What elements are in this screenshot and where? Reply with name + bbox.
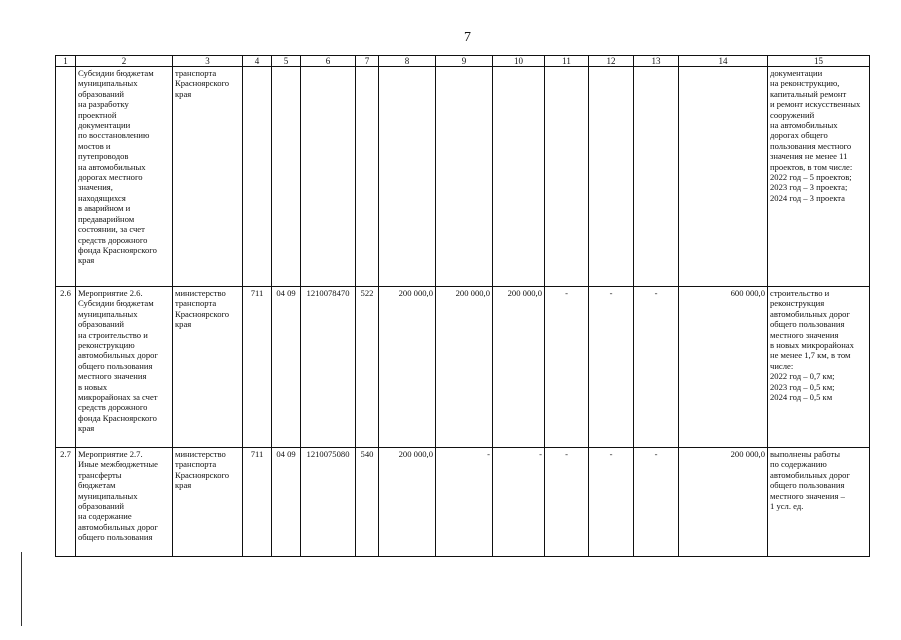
- cell-result-line: по содержанию: [770, 459, 827, 470]
- cell-activity-name-line: состоянии, за счет: [78, 224, 145, 235]
- cell-activity-name-line: средств дорожного: [78, 402, 148, 413]
- cell-activity-name-line: в новых: [78, 381, 108, 392]
- cell-executor-line: Красноярского: [175, 308, 230, 319]
- cell-2022: 200 000,0: [379, 448, 436, 557]
- cell-col12: -: [589, 287, 634, 448]
- cell-executor-line: транспорта: [175, 298, 217, 309]
- cell-2024: -: [493, 448, 545, 557]
- cell-2023: [436, 67, 493, 287]
- cell-result-line: автомобильных дорог: [770, 469, 850, 480]
- cell-activity-name-line: путепроводов: [78, 151, 129, 162]
- cell-activity-name-line: на автомобильных: [78, 161, 146, 172]
- header-cell: 3: [173, 56, 243, 67]
- cell-activity-name-line: общего пользования: [78, 532, 153, 543]
- cell-number: 2.7: [56, 448, 76, 557]
- cell-2024: [493, 67, 545, 287]
- cell-result-line: 2023 год – 3 проекта;: [770, 182, 848, 193]
- cell-activity-name-line: находящихся: [78, 192, 126, 203]
- cell-number: 2.6: [56, 287, 76, 448]
- cell-activity-name-line: автомобильных дорог: [78, 350, 158, 361]
- cell-activity-name-line: проектной: [78, 109, 117, 120]
- cell-result-line: 1 усл. ед.: [770, 501, 804, 512]
- cell-activity-name-line: Мероприятие 2.6.: [78, 288, 143, 298]
- cell-activity-name-line: края: [78, 255, 95, 266]
- cell-activity-name-line: бюджетам: [78, 480, 116, 491]
- table-row: [56, 67, 870, 287]
- cell-executor-line: Красноярского: [175, 469, 230, 480]
- cell-grbs: 711: [243, 448, 272, 557]
- cell-executor-line: министерство: [175, 449, 226, 459]
- cell-result-line: общего пользования: [770, 319, 845, 330]
- table-row: [56, 287, 870, 448]
- cell-activity-name-line: дорогах местного: [78, 172, 143, 183]
- cell-result-line: на реконструкцию,: [770, 78, 840, 89]
- cell-activity-name-line: Субсидии бюджетам: [78, 298, 154, 309]
- cell-2023: 200 000,0: [436, 287, 493, 448]
- cell-2022: 200 000,0: [379, 287, 436, 448]
- cell-executor-line: края: [175, 480, 192, 491]
- cell-result-line: документации: [770, 68, 823, 78]
- cell-activity-name-line: микрорайонах за счет: [78, 392, 158, 403]
- header-cell: 2: [76, 56, 173, 67]
- cell-activity-name-line: Мероприятие 2.7.: [78, 449, 143, 459]
- cell-result-line: 2024 год – 0,5 км: [770, 392, 833, 403]
- cell-result-line: дорогах общего: [770, 130, 828, 141]
- cell-result-line: местного значения: [770, 329, 839, 340]
- cell-executor-line: транспорта: [175, 459, 217, 470]
- cell-activity-name-line: фонда Красноярского: [78, 412, 157, 423]
- cell-col11: -: [545, 448, 589, 557]
- cell-activity-name-line: предаварийном: [78, 213, 135, 224]
- cell-result: [768, 67, 870, 287]
- cell-activity-name-line: образований: [78, 501, 124, 512]
- cell-col11: [545, 67, 589, 287]
- cell-activity-name-line: фонда Красноярского: [78, 244, 157, 255]
- cell-col13: -: [634, 448, 679, 557]
- header-cell: 4: [243, 56, 272, 67]
- cell-rzpr: [272, 67, 301, 287]
- cell-activity-name-line: трансферты: [78, 469, 122, 480]
- cell-result-line: общего пользования: [770, 480, 845, 491]
- cell-activity-name-line: образований: [78, 88, 124, 99]
- cell-result-line: на автомобильных: [770, 120, 838, 131]
- cell-result-line: реконструкция: [770, 298, 825, 309]
- header-cell: 1: [56, 56, 76, 67]
- cell-executor-line: Красноярского: [175, 78, 230, 89]
- cell-activity-name-line: местного значения: [78, 371, 147, 382]
- cell-executor: [173, 67, 243, 287]
- cell-2022: [379, 67, 436, 287]
- cell-total: [679, 67, 768, 287]
- cell-result-line: значения не менее 11: [770, 151, 848, 162]
- cell-result-line: 2024 год – 3 проекта: [770, 192, 845, 203]
- cell-result-line: не менее 1,7 км, в том: [770, 350, 851, 361]
- cell-executor: [173, 287, 243, 448]
- cell-activity-name: [76, 448, 173, 557]
- cell-csr: [301, 67, 356, 287]
- cell-result-line: проектов, в том числе:: [770, 161, 853, 172]
- cell-activity-name-line: по восстановлению: [78, 130, 150, 141]
- cell-result-line: 2022 год – 0,7 км;: [770, 371, 835, 382]
- cell-result-line: сооружений: [770, 109, 815, 120]
- cell-activity-name-line: на строительство и: [78, 329, 148, 340]
- header-cell: 11: [545, 56, 589, 67]
- cell-grbs: 711: [243, 287, 272, 448]
- cell-executor-line: транспорта: [175, 68, 217, 78]
- cell-activity-name-line: автомобильных дорог: [78, 521, 158, 532]
- cell-rzpr: 04 09: [272, 287, 301, 448]
- cell-number: [56, 67, 76, 287]
- cell-grbs: [243, 67, 272, 287]
- cell-activity-name-line: на разработку: [78, 99, 129, 110]
- cell-activity-name-line: мостов и: [78, 140, 111, 151]
- header-cell: 5: [272, 56, 301, 67]
- cell-executor-line: края: [175, 319, 192, 330]
- cell-result-line: пользования местного: [770, 140, 852, 151]
- cell-activity-name-line: образований: [78, 319, 124, 330]
- cell-activity-name-line: Субсидии бюджетам: [78, 68, 154, 78]
- cell-activity-name-line: на содержание: [78, 511, 132, 522]
- cell-total: 200 000,0: [679, 448, 768, 557]
- cell-activity-name-line: значения,: [78, 182, 113, 193]
- header-cell: 6: [301, 56, 356, 67]
- cell-vr: 540: [356, 448, 379, 557]
- cell-result: [768, 448, 870, 557]
- header-row: [56, 56, 870, 67]
- cell-result-line: капитальный ремонт: [770, 88, 847, 99]
- header-cell: 14: [679, 56, 768, 67]
- cell-activity-name-line: муниципальных: [78, 78, 138, 89]
- header-cell: 12: [589, 56, 634, 67]
- cell-activity-name-line: Иные межбюджетные: [78, 459, 158, 470]
- cell-rzpr: 04 09: [272, 448, 301, 557]
- cell-2024: 200 000,0: [493, 287, 545, 448]
- cell-2023: -: [436, 448, 493, 557]
- cell-result-line: 2022 год – 5 проектов;: [770, 172, 852, 183]
- cell-result-line: автомобильных дорог: [770, 308, 850, 319]
- cell-activity-name-line: реконструкцию: [78, 340, 135, 351]
- cell-activity-name: [76, 287, 173, 448]
- page-number: 7: [464, 30, 471, 45]
- cell-result-line: и ремонт искусственных: [770, 99, 861, 110]
- header-cell: 8: [379, 56, 436, 67]
- table-row: [56, 448, 870, 557]
- cell-result-line: выполнены работы: [770, 449, 841, 459]
- header-cell: 13: [634, 56, 679, 67]
- cell-csr: 1210075080: [301, 448, 356, 557]
- cell-executor: [173, 448, 243, 557]
- cell-total: 600 000,0: [679, 287, 768, 448]
- header-cell: 15: [768, 56, 870, 67]
- cell-result-line: в новых микрорайонах: [770, 340, 854, 351]
- cell-result: [768, 287, 870, 448]
- margin-line: [21, 552, 22, 626]
- cell-activity-name-line: в аварийном и: [78, 203, 131, 214]
- cell-activity-name: [76, 67, 173, 287]
- cell-vr: [356, 67, 379, 287]
- program-activities-table: [55, 55, 870, 557]
- cell-executor-line: министерство: [175, 288, 226, 298]
- cell-activity-name-line: общего пользования: [78, 360, 153, 371]
- cell-vr: 522: [356, 287, 379, 448]
- cell-result-line: строительство и: [770, 288, 830, 298]
- cell-activity-name-line: средств дорожного: [78, 234, 148, 245]
- header-cell: 7: [356, 56, 379, 67]
- header-cell: 10: [493, 56, 545, 67]
- header-cell: 9: [436, 56, 493, 67]
- cell-result-line: местного значения –: [770, 490, 845, 501]
- cell-col13: [634, 67, 679, 287]
- cell-executor-line: края: [175, 88, 192, 99]
- cell-col13: -: [634, 287, 679, 448]
- cell-result-line: числе:: [770, 360, 794, 371]
- cell-col12: [589, 67, 634, 287]
- cell-col12: -: [589, 448, 634, 557]
- cell-activity-name-line: муниципальных: [78, 490, 138, 501]
- cell-activity-name-line: края: [78, 423, 95, 434]
- cell-result-line: 2023 год – 0,5 км;: [770, 381, 835, 392]
- cell-activity-name-line: муниципальных: [78, 308, 138, 319]
- cell-col11: -: [545, 287, 589, 448]
- cell-activity-name-line: документации: [78, 120, 131, 131]
- cell-csr: 1210078470: [301, 287, 356, 448]
